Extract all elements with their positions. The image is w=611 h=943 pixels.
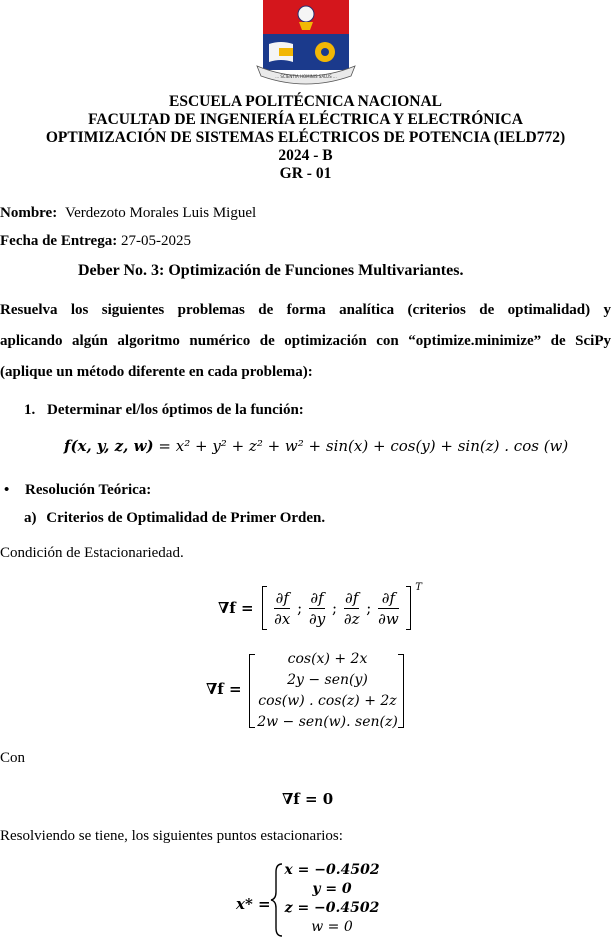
function-rhs: = x² + y² + z² + w² + sin(x) + cos(y) + sin(z) . cos (w) xyxy=(153,437,569,455)
stationarity-condition: Condición de Estacionariedad. xyxy=(0,545,184,561)
gradient-matrix xyxy=(255,651,400,735)
intro-line-1: Resuelva los siguientes problemas de forma analítica (criterios de optimalidad) y xyxy=(0,302,611,318)
institution-name: ESCUELA POLITÉCNICA NACIONAL xyxy=(168,93,443,110)
transpose-mark: T xyxy=(415,582,422,593)
right-bracket xyxy=(406,586,411,630)
student-name-row xyxy=(0,205,256,222)
name-value: Verdezoto Morales Luis Miguel xyxy=(64,205,257,221)
delivery-date-row xyxy=(0,233,191,250)
gradient-lhs: ∇f = xyxy=(218,599,254,617)
matrix-row: 2w − sen(w). sen(z) xyxy=(257,714,398,730)
con-text: Con xyxy=(0,750,26,766)
function-equation xyxy=(64,437,568,455)
intro-line-2: aplicando algún algoritmo numérico de optimización con “optimize.minimize” de SciPy xyxy=(0,333,611,349)
problem-1-row xyxy=(24,402,304,419)
fraction-dfdx: $\frac{\partial f}{\partial x}$ xyxy=(274,588,291,628)
sub-heading: Criterios de Optimalidad de Primer Orden. xyxy=(46,510,326,526)
semester: 2024 - B xyxy=(278,147,333,164)
left-bracket xyxy=(262,586,267,630)
stationary-points-text: Resolviendo se tiene, los siguientes puntos estacionarios: xyxy=(0,828,343,844)
zero-gradient-equation: ∇f = 0 xyxy=(282,790,334,808)
sub-heading-row xyxy=(24,510,325,527)
fraction-dfdz: $\frac{\partial f}{\partial z}$ xyxy=(343,588,360,628)
function-lhs: f(x, y, z, w) xyxy=(64,437,154,455)
svg-text:... SCIENTIA HOMINIS SALUS ...: ... SCIENTIA HOMINIS SALUS ... xyxy=(275,74,337,79)
sub-label: a) xyxy=(24,510,37,526)
xstar-lhs: x* = xyxy=(236,895,271,913)
logo-shield-icon xyxy=(255,0,357,86)
system-row: x = −0.4502 xyxy=(284,862,380,878)
fraction-dfdy: $\frac{\partial f}{\partial y}$ xyxy=(308,588,326,628)
system-row: w = 0 xyxy=(311,919,353,935)
matrix-row: cos(w) . cos(z) + 2z xyxy=(258,693,397,709)
course-name: OPTIMIZACIÓN DE SISTEMAS ELÉCTRICOS DE POTENCIA (IELD772) xyxy=(45,129,566,146)
fraction-dfdw: $\frac{\partial f}{\partial w}$ xyxy=(378,588,399,628)
resolution-heading-row xyxy=(4,482,151,499)
university-logo xyxy=(255,0,357,86)
date-value: 27-05-2025 xyxy=(120,233,191,249)
assignment-title: Deber No. 3: Optimización de Funciones Multivariantes. xyxy=(78,262,464,279)
problem-number: 1. xyxy=(24,402,36,418)
system-row: y = 0 xyxy=(312,881,352,897)
gradient-definition: ∇f = $\frac{\partial f}{\partial x}$ ; $\frac{\partial f}{\partial y}$ ; $\frac{\partial f}{\partial z}$ ; $\frac{\partial f}{\partial w}$ $^T$ xyxy=(218,586,422,636)
name-label: Nombre: xyxy=(0,205,58,221)
group: GR - 01 xyxy=(279,165,332,182)
stationary-point-system xyxy=(282,862,382,938)
matrix-row: 2y − sen(y) xyxy=(287,672,368,688)
bullet-icon: • xyxy=(4,482,10,498)
faculty-name: FACULTAD DE INGENIERÍA ELÉCTRICA Y ELECTRÓNICA xyxy=(88,111,523,128)
date-label: Fecha de Entrega: xyxy=(0,233,118,249)
problem-text: Determinar el/los óptimos de la función: xyxy=(47,402,304,418)
intro-line-3: (aplique un método diferente en cada problema): xyxy=(0,364,313,380)
system-row: z = −0.4502 xyxy=(284,900,380,916)
resolution-heading: Resolución Teórica: xyxy=(25,482,152,498)
matrix-lhs: ∇f = xyxy=(206,680,242,698)
matrix-row: cos(x) + 2x xyxy=(287,651,368,667)
